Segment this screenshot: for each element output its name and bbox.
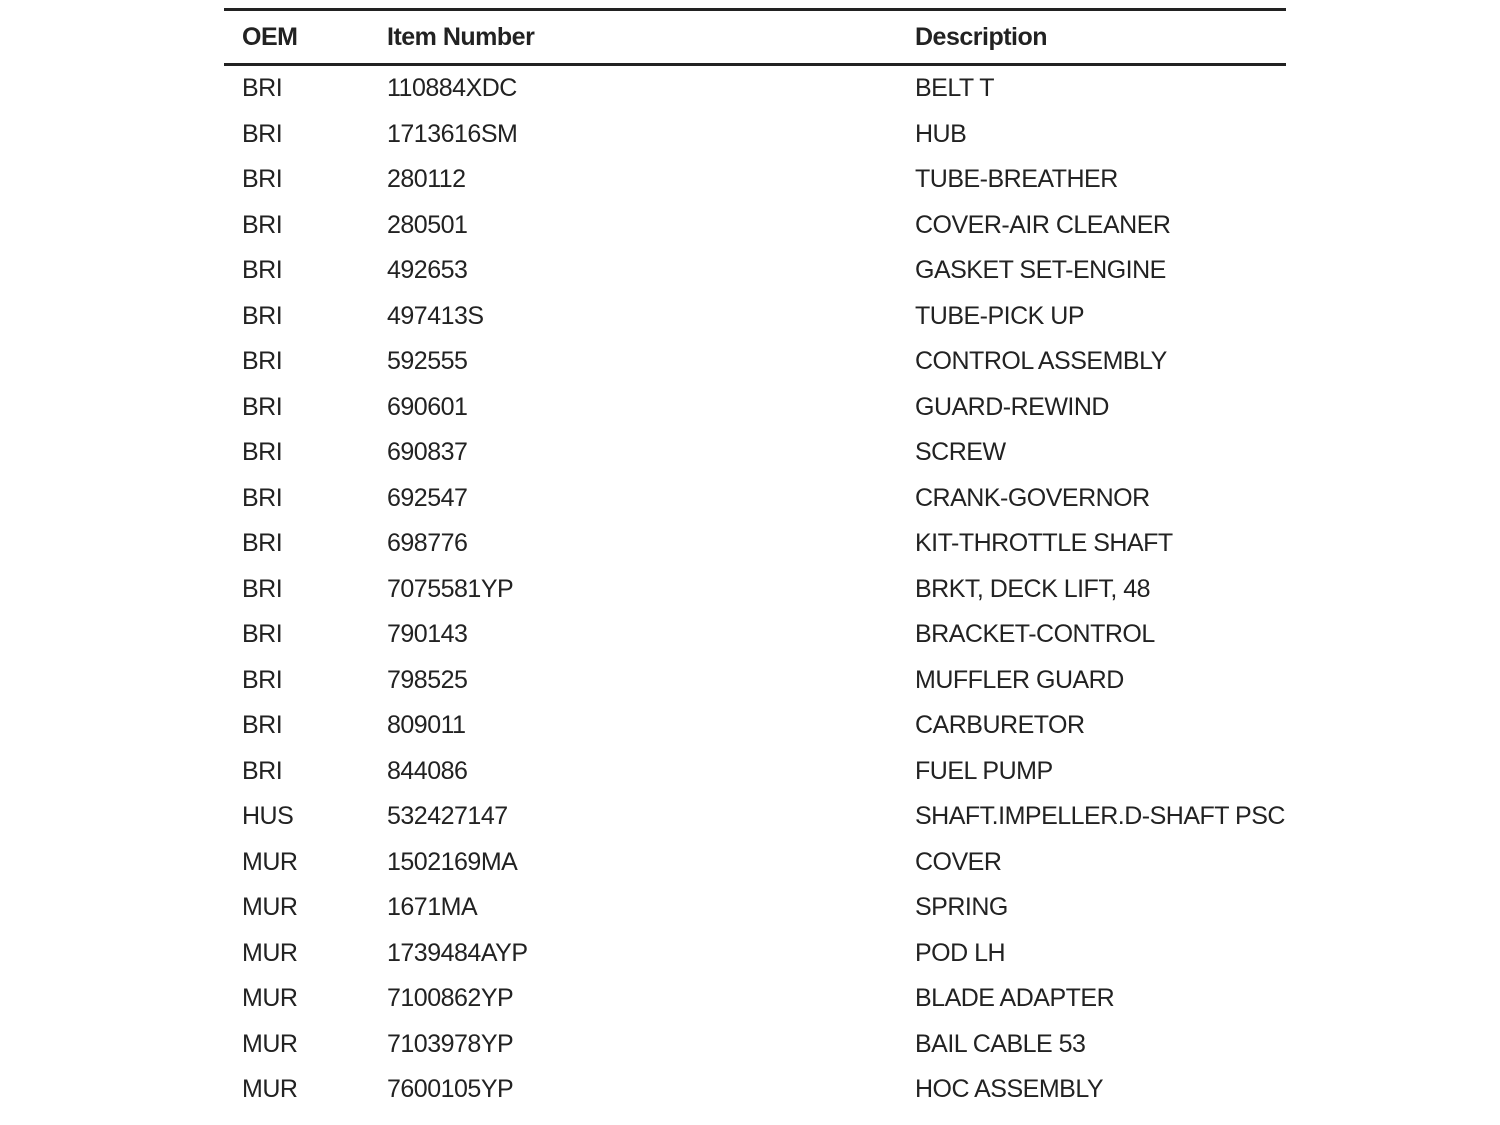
cell-oem: BRI <box>242 301 283 330</box>
cell-item-number: 692547 <box>387 483 468 512</box>
cell-item-number: 492653 <box>387 256 468 285</box>
table-row <box>224 112 1286 158</box>
cell-oem: BRI <box>242 483 283 512</box>
header-oem: OEM <box>242 22 298 51</box>
cell-oem: MUR <box>242 847 298 876</box>
cell-item-number: 844086 <box>387 756 468 785</box>
table-row <box>224 658 1286 704</box>
cell-item-number: 698776 <box>387 529 468 558</box>
cell-description: BAIL CABLE 53 <box>915 1029 1086 1058</box>
cell-description: BRACKET-CONTROL <box>915 620 1155 649</box>
cell-oem: BRI <box>242 438 283 467</box>
cell-item-number: 7075581YP <box>387 574 514 603</box>
cell-description: TUBE-BREATHER <box>915 165 1118 194</box>
table-row <box>224 931 1286 977</box>
table-row <box>224 430 1286 476</box>
cell-description: GUARD-REWIND <box>915 392 1109 421</box>
header-item-number: Item Number <box>387 22 535 51</box>
table-row <box>224 749 1286 795</box>
table-body <box>224 65 1286 1113</box>
cell-item-number: 790143 <box>387 620 468 649</box>
cell-description: SPRING <box>915 893 1008 922</box>
table-row <box>224 203 1286 249</box>
table-row <box>224 1067 1286 1113</box>
cell-item-number: 690837 <box>387 438 468 467</box>
cell-description: TUBE-PICK UP <box>915 301 1085 330</box>
table-row <box>224 385 1286 431</box>
table-row <box>224 157 1286 203</box>
cell-description: HUB <box>915 119 967 148</box>
cell-oem: MUR <box>242 893 298 922</box>
parts-table <box>224 8 1286 1113</box>
cell-item-number: 1671MA <box>387 893 478 922</box>
cell-item-number: 280501 <box>387 210 468 239</box>
cell-description: KIT-THROTTLE SHAFT <box>915 529 1173 558</box>
table-row <box>224 794 1286 840</box>
cell-description: BELT T <box>915 74 994 103</box>
table-row <box>224 612 1286 658</box>
cell-description: HOC ASSEMBLY <box>915 1075 1104 1104</box>
header-row <box>224 10 1286 65</box>
cell-item-number: 1502169MA <box>387 847 518 876</box>
cell-oem: MUR <box>242 938 298 967</box>
cell-oem: MUR <box>242 1029 298 1058</box>
cell-oem: BRI <box>242 756 283 785</box>
cell-oem: MUR <box>242 984 298 1013</box>
cell-description: COVER <box>915 847 1002 876</box>
table-row <box>224 339 1286 385</box>
cell-item-number: 7103978YP <box>387 1029 514 1058</box>
cell-oem: BRI <box>242 665 283 694</box>
cell-item-number: 110884XDC <box>387 74 517 103</box>
cell-item-number: 809011 <box>387 711 466 740</box>
cell-description: GASKET SET-ENGINE <box>915 256 1166 285</box>
cell-description: MUFFLER GUARD <box>915 665 1124 694</box>
cell-item-number: 280112 <box>387 165 466 194</box>
table-row <box>224 521 1286 567</box>
cell-oem: BRI <box>242 210 283 239</box>
cell-item-number: 7600105YP <box>387 1075 514 1104</box>
table-row <box>224 476 1286 522</box>
cell-item-number: 690601 <box>387 392 468 421</box>
cell-oem: BRI <box>242 347 283 376</box>
table-row <box>224 294 1286 340</box>
cell-item-number: 497413S <box>387 301 484 330</box>
table-row <box>224 976 1286 1022</box>
table-header <box>224 10 1286 65</box>
cell-oem: BRI <box>242 529 283 558</box>
cell-item-number: 592555 <box>387 347 468 376</box>
cell-oem: BRI <box>242 165 283 194</box>
table-row <box>224 567 1286 613</box>
table-row <box>224 248 1286 294</box>
table-row <box>224 840 1286 886</box>
cell-oem: BRI <box>242 574 283 603</box>
cell-description: SHAFT.IMPELLER.D-SHAFT PSC <box>915 802 1285 831</box>
header-description: Description <box>915 22 1048 51</box>
cell-description: CRANK-GOVERNOR <box>915 483 1150 512</box>
cell-item-number: 532427147 <box>387 802 508 831</box>
cell-description: CONTROL ASSEMBLY <box>915 347 1167 376</box>
cell-oem: MUR <box>242 1075 298 1104</box>
table-row <box>224 1022 1286 1068</box>
cell-item-number: 798525 <box>387 665 468 694</box>
cell-description: POD LH <box>915 938 1006 967</box>
cell-description: BLADE ADAPTER <box>915 984 1115 1013</box>
cell-item-number: 1713616SM <box>387 119 518 148</box>
cell-description: CARBURETOR <box>915 711 1085 740</box>
table-row <box>224 885 1286 931</box>
cell-item-number: 1739484AYP <box>387 938 528 967</box>
cell-description: FUEL PUMP <box>915 756 1053 785</box>
table-row <box>224 703 1286 749</box>
cell-oem: BRI <box>242 711 283 740</box>
cell-oem: BRI <box>242 119 283 148</box>
cell-item-number: 7100862YP <box>387 984 514 1013</box>
cell-description: SCREW <box>915 438 1006 467</box>
cell-description: BRKT, DECK LIFT, 48 <box>915 574 1151 603</box>
cell-oem: BRI <box>242 620 283 649</box>
cell-oem: BRI <box>242 74 283 103</box>
cell-oem: BRI <box>242 256 283 285</box>
cell-description: COVER-AIR CLEANER <box>915 210 1171 239</box>
table-row <box>224 65 1286 112</box>
cell-oem: BRI <box>242 392 283 421</box>
cell-oem: HUS <box>242 802 294 831</box>
